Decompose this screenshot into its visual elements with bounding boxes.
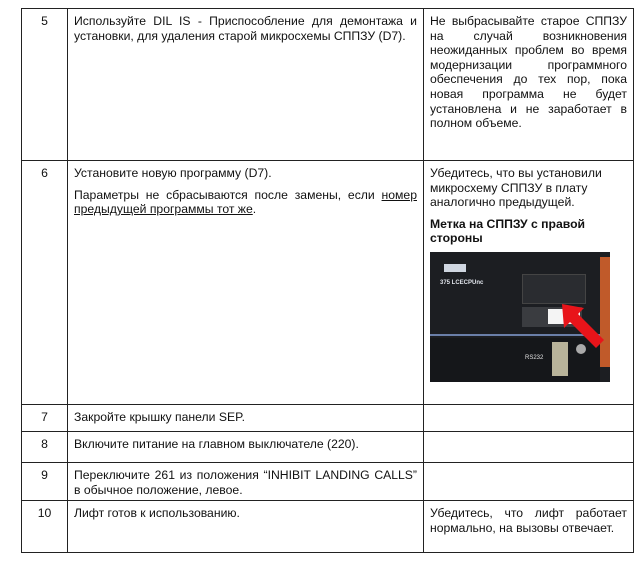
step-number: 6 [22,161,68,405]
red-arrow-icon [560,302,610,352]
table-row [22,9,634,161]
eprom-board-photo: 375 LCECPUnc RS232 [430,252,610,382]
step-note: Убедитесь, что лифт работает нормально, на вызовы отвечает. [424,501,634,553]
step-action: Переключите 261 из положения “INHIBIT LANDING CALLS” в обычное положение, левое. [68,463,424,501]
step-action: Закройте крышку панели SEP. [68,405,424,432]
action-extra: Параметры не сбрасываются после замены, если номер предыдущей программы тот же. [74,187,417,217]
table-row [22,432,634,463]
table-row [22,405,634,432]
step-action [68,161,424,405]
step-note [424,405,634,432]
step-note [424,463,634,501]
step-note [424,161,634,405]
table-row [22,501,634,553]
step-number: 5 [22,9,68,161]
step-action: Используйте DIL IS - Приспособление для демонтажа и установки, для удаления старой микросхемы СППЗУ (D7). [68,9,424,161]
procedure-table [21,8,634,553]
underlined-text: номер предыдущей программы тот же [74,187,417,217]
step-action: Лифт готов к использованию. [68,501,424,553]
step-note: Не выбрасывайте старое СППЗУ на случай возникновения неожиданных проблем во время модернизации программного обеспечения до тех пор, пока новая программа не будет установлена и не заработает в полном объеме. [424,9,634,161]
action-text: Установите новую программу (D7). [74,166,272,180]
step-number: 8 [22,432,68,463]
note-bold: Метка на СППЗУ с правой стороны [430,216,586,246]
table-row [22,463,634,501]
note-text: Убедитесь, что вы установили микросхему СППЗУ в плату аналогично предыдущей. [430,166,602,210]
step-number: 7 [22,405,68,432]
step-number: 10 [22,501,68,553]
table-row [22,161,634,405]
step-action: Включите питание на главном выключателе (220). [68,432,424,463]
step-number: 9 [22,463,68,501]
step-note [424,432,634,463]
